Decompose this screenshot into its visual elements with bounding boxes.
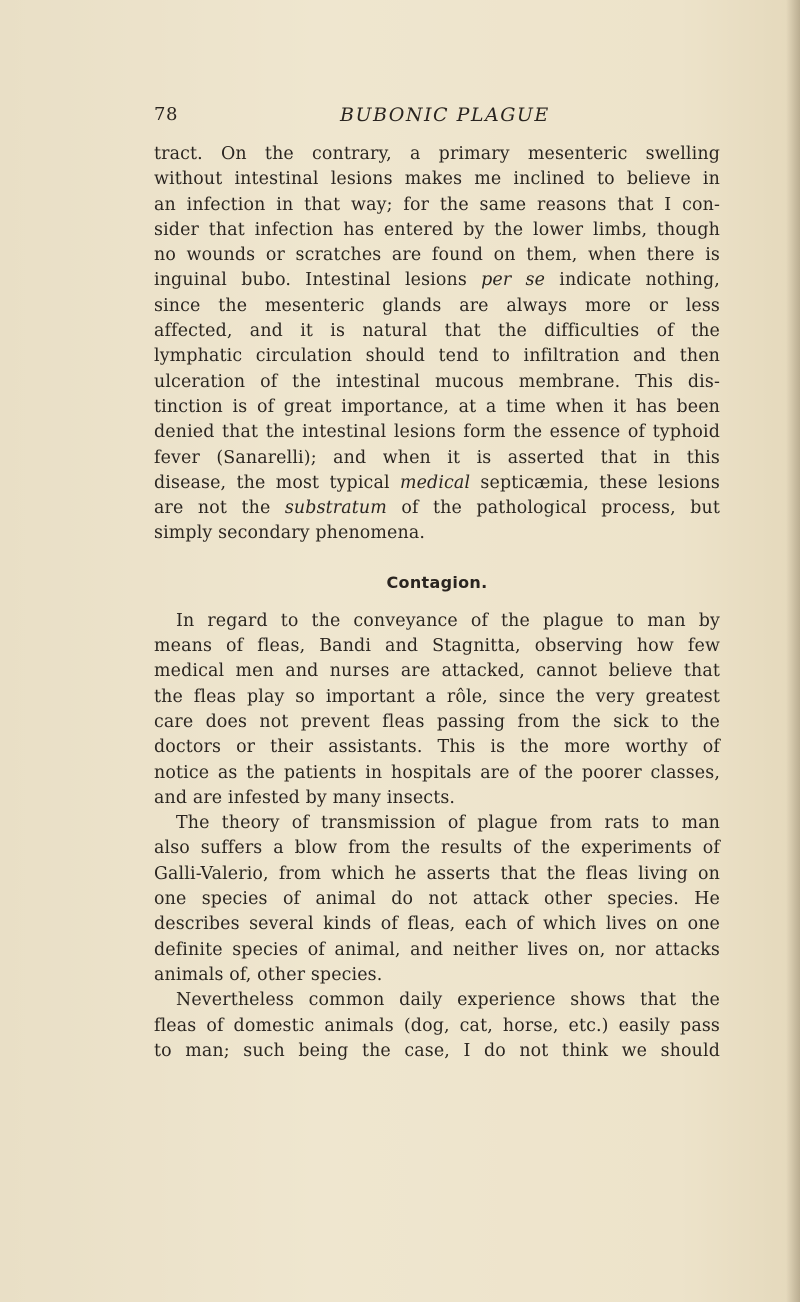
text-line: Galli-Valerio, from which he asserts that the fleas living on [154, 863, 720, 884]
text-segment: indicate nothing, [545, 270, 720, 291]
text-line: to man; such being the case, I do not think we should [154, 1040, 720, 1061]
text-segment: inguinal bubo. Intestinal lesions [154, 270, 482, 291]
text-line: fleas of domestic animals (dog, cat, horse, etc.) easily pass [154, 1015, 720, 1036]
text-line: sider that infection has entered by the lower limbs, though [154, 219, 720, 240]
text-segment: septicæmia, these lesions [470, 472, 720, 493]
text-line: Nevertheless common daily experience shows that the [176, 990, 720, 1011]
text-line: In regard to the conveyance of the plague to man by [176, 610, 720, 631]
running-head: BUBONIC PLAGUE [340, 104, 550, 126]
text-line: simply secondary phenomena. [154, 523, 426, 544]
text-line: one species of animal do not attack other species. He [154, 889, 720, 910]
text-line: and are infested by many insects. [154, 787, 456, 808]
text-line: an infection in that way; for the same reasons that I con- [154, 194, 720, 215]
text-line: care does not prevent fleas passing from the sick to the [154, 711, 720, 732]
text-segment: are not the [154, 498, 285, 519]
text-line: fever (Sanarelli); and when it is asserted that in this [154, 447, 720, 468]
text-line: also suffers a blow from the results of the experiments of [154, 838, 720, 859]
text-line: without intestinal lesions makes me inclined to believe in [154, 169, 720, 190]
text-line: affected, and it is natural that the difficulties of the [154, 321, 720, 342]
text-line: lymphatic circulation should tend to infiltration and then [154, 346, 720, 367]
text-line: ulceration of the intestinal mucous membrane. This dis- [154, 371, 720, 392]
text-line: animals of, other species. [154, 964, 383, 985]
text-line: since the mesenteric glands are always more or less [154, 295, 720, 316]
page-number: 78 [154, 104, 178, 125]
text-line: the fleas play so important a rôle, since the very greatest [154, 686, 720, 707]
text-segment: of the pathological process, but [386, 498, 720, 519]
text-line [154, 268, 720, 293]
text-line: notice as the patients in hospitals are of the poorer classes, [154, 762, 720, 783]
text-line: no wounds or scratches are found on them, when there is [154, 245, 720, 266]
body-text [154, 142, 720, 1064]
section-heading: Contagion. [386, 572, 488, 592]
italic-phrase: medical [399, 472, 471, 493]
text-line: The theory of transmission of plague from rats to man [176, 813, 720, 834]
text-line: doctors or their assistants. This is the more worthy of [154, 737, 720, 758]
text-line: definite species of animal, and neither lives on, nor attacks [154, 939, 720, 960]
italic-phrase: per se [481, 270, 546, 291]
text-line: medical men and nurses are attacked, cannot believe that [154, 661, 720, 682]
text-line: tract. On the contrary, a primary mesenteric swelling [154, 144, 720, 164]
text-line [154, 471, 720, 496]
italic-phrase: substratum [284, 498, 387, 519]
text-segment: disease, the most typical [154, 472, 400, 493]
page-edge-shadow [786, 0, 800, 1302]
text-line: describes several kinds of fleas, each of which lives on one [154, 914, 720, 935]
text-line [154, 496, 720, 521]
text-line: tinction is of great importance, at a time when it has been [154, 396, 720, 417]
page-header [154, 104, 718, 134]
text-line: means of fleas, Bandi and Stagnitta, observing how few [154, 636, 720, 657]
text-line: denied that the intestinal lesions form the essence of typhoid [154, 422, 720, 443]
